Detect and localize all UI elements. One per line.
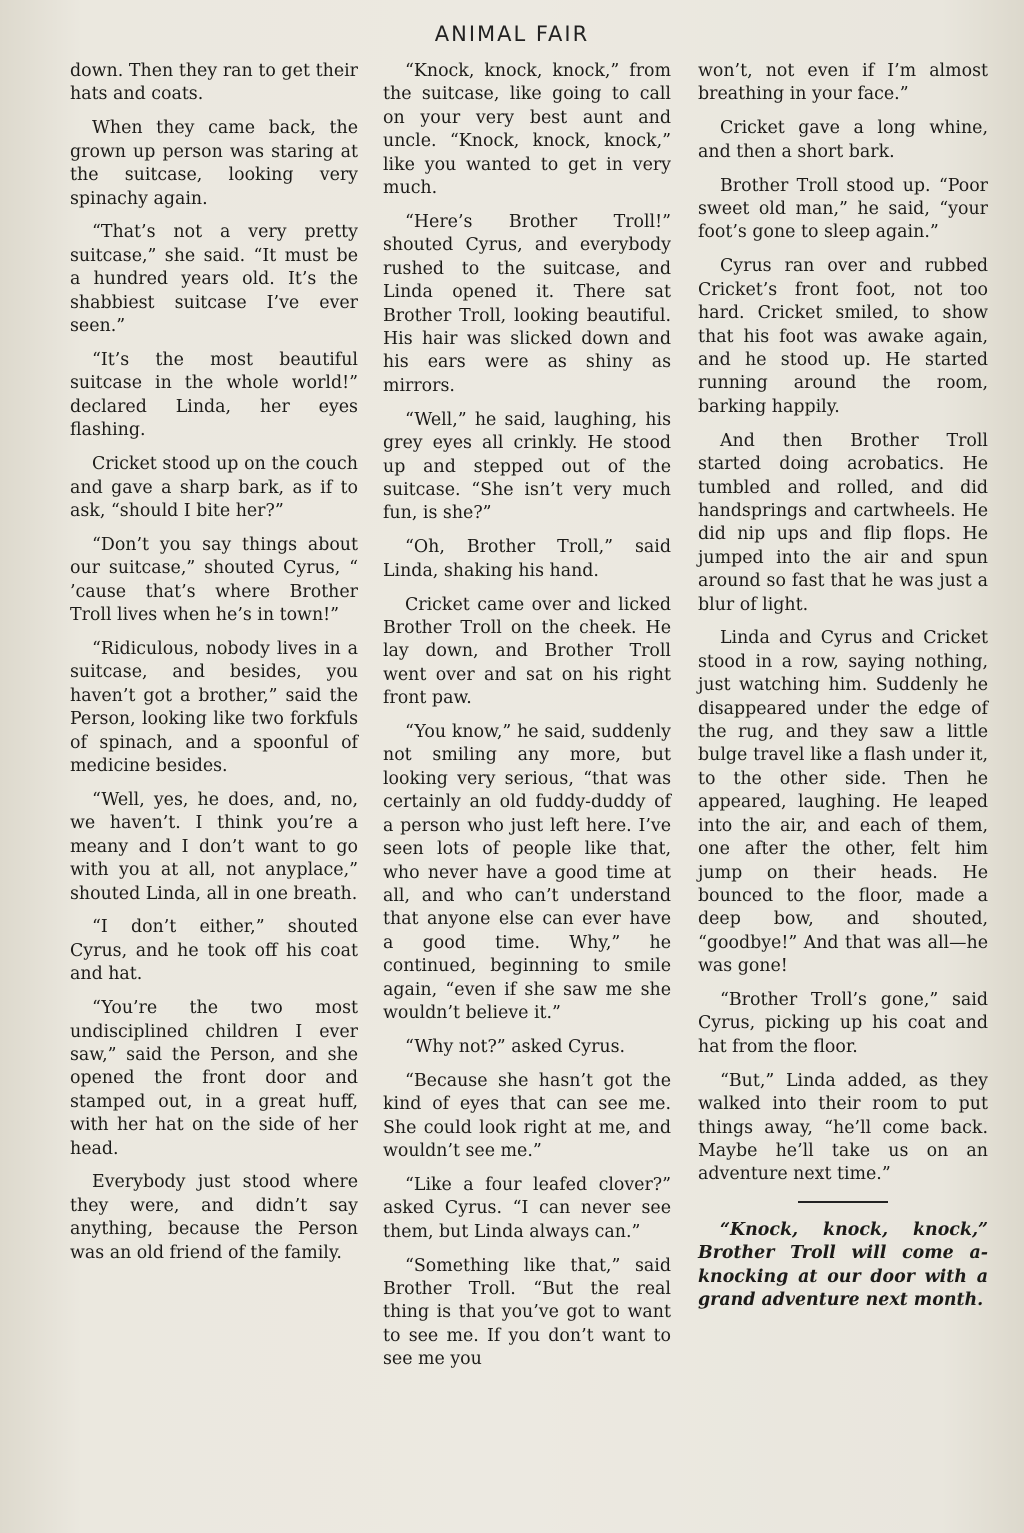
paragraph: Brother Troll stood up. “Poor sweet old man,” he said, “your foot’s gone to sleep again.” — [698, 175, 988, 243]
paragraph: When they came back, the grown up person was staring at the suitcase, looking very spinachy again. — [70, 118, 358, 209]
column-3 — [698, 60, 988, 1323]
paragraph: “Here’s Brother Troll!” shouted Cyrus, and everybody rushed to the suitcase, and Linda opened it. There sat Brother Troll, looking beautiful. His hair was slicked down and his ears were as shiny as mirrors. — [383, 211, 671, 396]
paragraph: Cricket stood up on the couch and gave a sharp bark, as if to ask, “should I bite her?” — [70, 454, 358, 521]
paragraph: “You’re the two most undisciplined children I ever saw,” said the Person, and she opened the front door and stamped out, in a great huff, with her hat on the side of her head. — [70, 998, 358, 1159]
paragraph: Cricket came over and licked Brother Troll on the cheek. He lay down, and Brother Troll went over and sat on his right front paw. — [383, 594, 671, 709]
paragraph: Everybody just stood where they were, and didn’t say anything, because the Person was an old friend of the family. — [70, 1172, 358, 1263]
paragraph: “Brother Troll’s gone,” said Cyrus, picking up his coat and hat from the floor. — [698, 990, 988, 1057]
paragraph: Cricket gave a long whine, and then a short bark. — [698, 118, 988, 162]
paragraph: “Something like that,” said Brother Troll. “But the real thing is that you’ve got to want to see me. If you don’t want to see me you — [383, 1255, 671, 1370]
paragraph: “You know,” he said, suddenly not smiling any more, but looking very serious, “that was certainly an old fuddy-duddy of a person who just left here. I’ve seen lots of people like that, who never have a good time at all, and who can’t understand that anyone else can ever have a good time. Why,” he continued, beginning to smile again, “even if she saw me she wouldn’t believe it.” — [383, 722, 671, 1023]
paragraph: “Like a four leafed clover?” asked Cyrus. “I can never see them, but Linda always can.” — [383, 1174, 671, 1242]
section-divider — [798, 1201, 888, 1203]
paragraph: And then Brother Troll started doing acrobatics. He tumbled and rolled, and did handsprings and cartwheels. He did nip ups and flip flops. He jumped into the air and spun around so fast that he was just a blur of light. — [698, 430, 988, 615]
paragraph: “It’s the most beautiful suitcase in the whole world!” declared Linda, her eyes flashing. — [70, 349, 358, 441]
paragraph: “Well, yes, he does, and, no, we haven’t. I think you’re a meany and I don’t want to go with you at all, not anyplace,” shouted Linda, all in one breath. — [70, 789, 358, 904]
paragraph: “Because she hasn’t got the kind of eyes that can see me. She could look right at me, and wouldn’t see me.” — [383, 1070, 671, 1161]
paragraph: “Don’t you say things about our suitcase,” shouted Cyrus, “ ’cause that’s where Brother Troll lives when he’s in town!” — [70, 534, 358, 626]
column-1 — [70, 60, 358, 1276]
paragraph: “Ridiculous, nobody lives in a suitcase, and besides, you haven’t got a brother,” said the Person, looking like two forkfuls of spinach, and a spoonful of medicine besides. — [70, 638, 358, 776]
next-month-teaser: “Knock, knock, knock,” Brother Troll will come a-knocking at our door with a grand adventure next month. — [698, 1219, 988, 1310]
paragraph: Cyrus ran over and rubbed Cricket’s front foot, not too hard. Cricket smiled, to show that his foot was awake again, and he stood up. He started running around the room, barking happily. — [698, 256, 988, 417]
paragraph: Linda and Cyrus and Cricket stood in a row, saying nothing, just watching him. Suddenly he disappeared under the edge of the rug, and they saw a little bulge travel like a flash under it, to the other side. Then he appeared, laughing. He leaped into the air, and each of them, one after the other, felt him jump on their heads. He bounced to the floor, made a deep bow, and shouted, “goodbye!” And that was all—he was gone! — [698, 628, 988, 977]
page-header: ANIMAL FAIR — [434, 22, 590, 46]
paragraph: “Why not?” asked Cyrus. — [405, 1036, 626, 1057]
paragraph: down. Then they ran to get their hats and coats. — [70, 61, 358, 105]
paragraph: “But,” Linda added, as they walked into their room to put things away, “he’ll come back. Maybe he’ll take us on an adventure next time.” — [698, 1070, 988, 1185]
paragraph: “Well,” he said, laughing, his grey eyes all crinkly. He stood up and stepped out of the suitcase. “She isn’t very much fun, is she?” — [383, 409, 671, 524]
paragraph: “That’s not a very pretty suitcase,” she said. “It must be a hundred years old. It’s the shabbiest suitcase I’ve ever seen.” — [70, 222, 358, 337]
column-2 — [383, 60, 671, 1382]
paragraph: won’t, not even if I’m almost breathing in your face.” — [698, 61, 988, 105]
paragraph: “Knock, knock, knock,” from the suitcase, like going to call on your very best aunt and uncle. “Knock, knock, knock,” like you wanted to get in very much. — [383, 61, 671, 199]
paragraph: “Oh, Brother Troll,” said Linda, shaking his hand. — [383, 537, 671, 581]
paragraph: “I don’t either,” shouted Cyrus, and he took off his coat and hat. — [70, 917, 358, 985]
